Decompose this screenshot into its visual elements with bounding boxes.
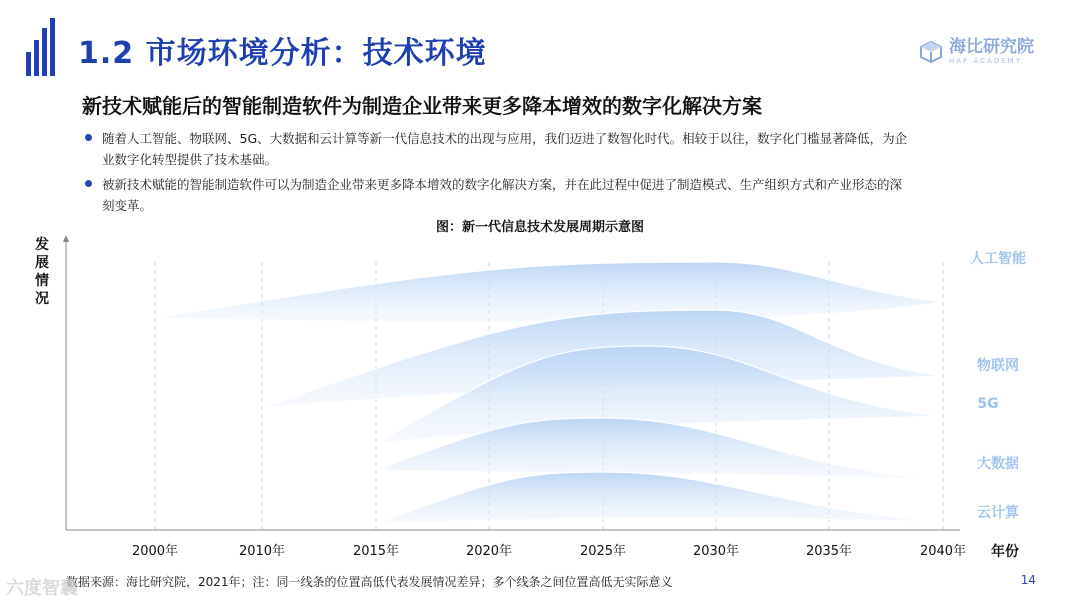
x-tick-label: 2015年 [352, 544, 400, 559]
x-tick-label: 2010年 [238, 544, 286, 559]
cube-icon [919, 40, 943, 64]
bullet-item [82, 128, 912, 170]
bullet-list [82, 128, 912, 220]
x-tick-label: 2000年 [131, 544, 179, 559]
page-number: 14 [1020, 573, 1036, 587]
x-tick-label: 2020年 [465, 544, 513, 559]
x-tick-label: 2025年 [579, 544, 627, 559]
series-label: 5G [977, 396, 999, 412]
series-wave-5 [376, 472, 943, 524]
brand-logo [919, 38, 1034, 66]
y-axis-arrow-icon [63, 235, 69, 242]
series-label: 云计算 [977, 505, 1019, 521]
bullet-text: 被新技术赋能的智能制造软件可以为制造企业带来更多降本增效的数字化解决方案，并在此过程中促进了制造模式、生产组织方式和产业形态的深刻变革。 [102, 177, 903, 213]
brand-subtitle: HAP ACADEMY [949, 57, 1022, 65]
bullet-dot-icon [85, 134, 92, 141]
x-tick-label: 2030年 [692, 544, 740, 559]
y-axis-label: 发 展 情 况 [35, 237, 49, 307]
bullet-text: 随着人工智能、物联网、5G、大数据和云计算等新一代信息技术的出现与应用，我们迈进了数智化时代。相较于以往，数字化门槛显著降低，为企业数字化转型提供了技术基础。 [102, 131, 908, 167]
page-title: 1.2 市场环境分析：技术环境 [78, 36, 487, 71]
series-label: 物联网 [977, 358, 1019, 374]
series-label: 大数据 [977, 456, 1019, 472]
data-source-note: 数据来源：海比研究院，2021年；注：同一线条的位置高低代表发展情况差异；多个线条之间位置高低无实际意义 [66, 575, 673, 589]
watermark: 六度智囊 [6, 578, 78, 599]
x-tick-label: 2035年 [805, 544, 853, 559]
series-wave-1 [155, 262, 943, 322]
brand-bars-icon [26, 18, 60, 76]
bullet-dot-icon [85, 180, 92, 187]
chart-title: 图：新一代信息技术发展周期示意图 [435, 220, 644, 235]
x-axis-label: 年份 [991, 544, 1019, 560]
brand-name: 海比研究院 [949, 37, 1034, 57]
bullet-item [82, 174, 912, 216]
x-tick-label: 2040年 [919, 544, 967, 559]
series-label: 人工智能 [970, 251, 1026, 267]
headline: 新技术赋能后的智能制造软件为制造企业带来更多降本增效的数字化解决方案 [82, 94, 762, 118]
